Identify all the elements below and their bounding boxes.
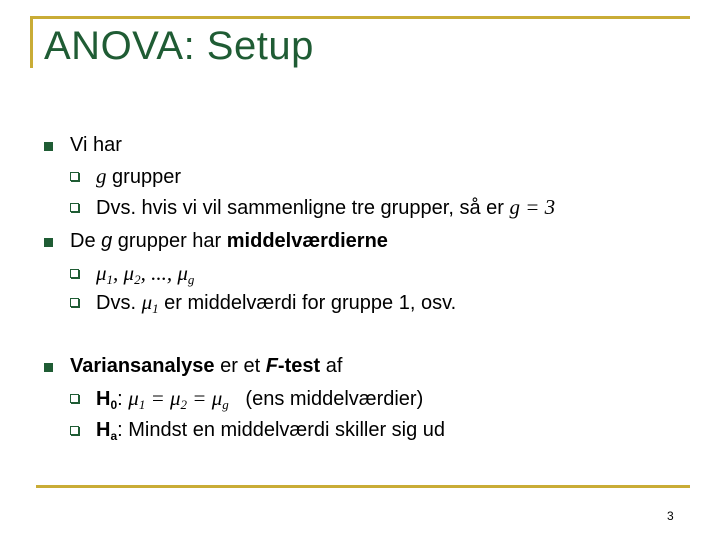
italic-g: g — [101, 230, 113, 252]
title-frame-left-line — [30, 16, 33, 68]
subbullet-text: grupper — [106, 166, 181, 188]
hollow-square-bullet-icon — [70, 298, 79, 307]
hollow-square-bullet-icon — [70, 394, 79, 403]
hollow-square-bullet-icon — [70, 203, 79, 212]
bold-italic-f: F — [265, 355, 278, 377]
bold-middelvaerdierne: middelværdierne — [226, 230, 388, 252]
hollow-square-bullet-icon — [70, 269, 79, 278]
math-g: g — [96, 164, 107, 188]
hollow-square-bullet-icon — [70, 426, 79, 435]
square-bullet-icon — [44, 363, 53, 372]
bullet-text: Vi har — [70, 134, 122, 156]
hypothesis-h: H — [96, 388, 111, 410]
slide-title: ANOVA: Setup — [44, 24, 314, 68]
bullet-text-mid: grupper har — [112, 230, 227, 252]
subbullet-text: Dvs. hvis vi vil sammenligne tre grupper, så er — [96, 197, 510, 219]
bullet-text-pre: De — [70, 230, 102, 252]
math-equation: g = 3 — [509, 195, 556, 219]
page-number: 3 — [667, 509, 674, 523]
square-bullet-icon — [44, 142, 53, 151]
title-frame-top-line — [30, 16, 690, 19]
square-bullet-icon — [44, 238, 53, 247]
hypothesis-h: H — [96, 419, 111, 441]
math-mu-list: $\mu_1$, $\mu_2$, ..., $\mu_g$ — [96, 261, 195, 287]
hollow-square-bullet-icon — [70, 172, 79, 181]
math-h0-equation: $\mu_1 = \mu_2 = \mu_g$ — [128, 386, 229, 412]
footer-rule — [36, 485, 690, 488]
bold-variansanalyse: Variansanalyse — [70, 355, 215, 377]
